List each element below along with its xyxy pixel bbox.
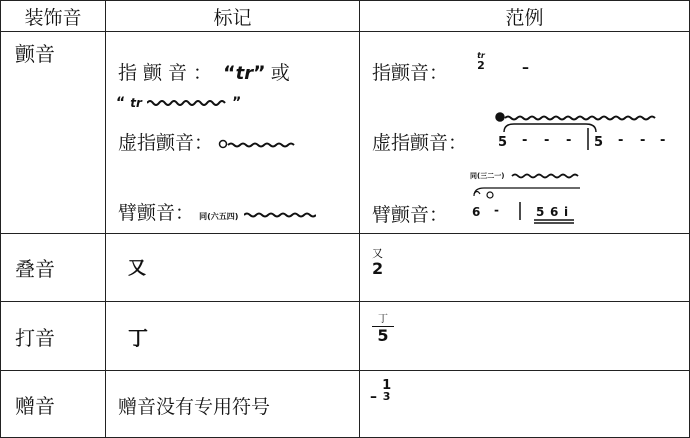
mark-finger-tremolo-alt — [116, 92, 241, 111]
mark-arm-tremolo — [118, 198, 316, 225]
mark-or: 或 — [270, 62, 290, 84]
note: 2 — [477, 59, 485, 72]
mark-label: 指颤音： — [118, 62, 219, 84]
example-label: 臂颤音： — [372, 204, 449, 226]
quote-close: ” — [253, 62, 266, 84]
arm-tremolo-notation — [468, 170, 584, 228]
note: 6 — [472, 205, 481, 219]
quote-open: “ — [116, 95, 126, 111]
header-ornament: 装饰音 — [24, 6, 82, 29]
mark-label: 虚指颤音： — [118, 132, 214, 154]
virtual-tremolo-notation — [494, 110, 670, 154]
note: i — [564, 205, 569, 219]
example-tr-note — [474, 52, 488, 71]
column-divider — [105, 0, 106, 438]
quote-close: ” — [232, 95, 242, 111]
note: 2 — [372, 259, 384, 279]
wavy-line-icon — [147, 98, 227, 108]
mark-grace: 赠音没有专用符号 — [118, 396, 271, 418]
mark-overlap: 又 — [128, 258, 146, 279]
example-strike — [372, 314, 394, 345]
row-name-grace: 赠音 — [15, 393, 55, 418]
dash: – — [522, 60, 529, 76]
dash: - — [618, 133, 624, 148]
example-finger-tremolo — [372, 58, 448, 85]
dash: - — [566, 133, 572, 148]
dash: – — [370, 389, 377, 405]
example-label: 指颤音： — [372, 62, 449, 84]
strike-small: 丁 — [372, 314, 394, 327]
example-arm-tremolo — [372, 200, 448, 227]
tr-alt-symbol: tr — [130, 96, 142, 110]
note: 5 — [498, 135, 508, 150]
mark-virtual-tremolo — [118, 128, 298, 155]
mark-strike: 丁 — [128, 326, 148, 350]
dash: - — [494, 203, 499, 217]
quote-open: “ — [223, 62, 236, 84]
tr-symbol: tr — [477, 51, 485, 60]
mark-label: 臂颤音： — [118, 202, 195, 224]
row-name-overlap: 叠音 — [15, 257, 55, 281]
dash: - — [522, 133, 528, 148]
wavy-line-icon — [244, 210, 316, 220]
row-name-strike: 打音 — [15, 325, 55, 350]
mark-finger-tremolo — [118, 58, 354, 85]
example-overlap — [372, 248, 383, 278]
arm-tremolo-prefix: 同(三二一) — [470, 172, 505, 180]
arm-tremolo-prefix: 同(六五四) — [199, 212, 239, 221]
grace-note: 1 — [382, 378, 392, 393]
column-divider — [359, 0, 360, 438]
note: 5 — [536, 205, 545, 219]
header-mark: 标记 — [213, 6, 252, 29]
example-grace — [370, 378, 392, 405]
tr-symbol: tr — [235, 63, 254, 84]
virtual-tremolo-icon — [218, 138, 298, 152]
dash: - — [544, 133, 550, 148]
row-name-tremolo: 颤音 — [15, 41, 55, 66]
example-virtual-tremolo — [372, 128, 467, 155]
note: 5 — [594, 135, 604, 150]
header-example: 范例 — [505, 6, 544, 29]
overlap-small: 又 — [372, 247, 383, 260]
note: 3 — [382, 389, 391, 403]
note: 6 — [550, 205, 559, 219]
dash: - — [660, 133, 666, 148]
dash: - — [640, 133, 646, 148]
example-label: 虚指颤音： — [372, 132, 468, 154]
note: 5 — [377, 326, 389, 345]
